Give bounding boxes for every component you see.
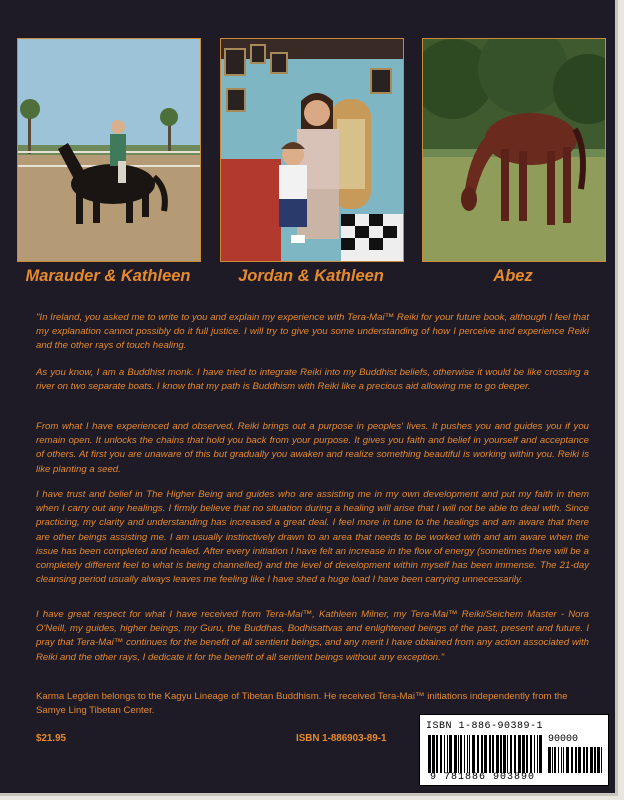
quote-paragraph-3: From what I have experienced and observed, Reiki brings out a purpose in peoples' lives. It pushes you and guides you if you remain open. It unlocks the chains that hold you back from your purpose. It gives you faith and belief in yourself and acceptance of others. At first you are unaware of this but gradually you awaken and realize something beautiful is working within you. Reiki is like planting a seed. xyxy=(36,421,589,475)
author-note: Karma Legden belongs to the Kagyu Lineage of Tibetan Buddhism. He received Tera-Mai™ initiations independently from the Samye Ling Tibetan Center. xyxy=(36,691,568,717)
barcode-price-code: 90000 xyxy=(548,734,579,745)
caption-jordan-kathleen: Jordan & Kathleen xyxy=(238,267,384,285)
caption-marauder-kathleen: Marauder & Kathleen xyxy=(25,267,191,285)
barcode-isbn-line: ISBN 1-886-90389-1 xyxy=(426,721,544,732)
grazing-horse-image xyxy=(423,39,605,261)
caption-abez: Abez xyxy=(493,267,533,285)
quote-paragraph-2: As you know, I am a Buddhist monk. I have tried to integrate Reiki into my Buddhist beliefs, otherwise it would be like crossing a river on two separate boats. I know that my path is Buddhism with Reiki like a precious aid allowing me to go deeper. xyxy=(36,367,589,393)
isbn-label: ISBN 1-886903-89-1 xyxy=(296,733,387,744)
horse-rider-image xyxy=(18,39,200,261)
price-label: $21.95 xyxy=(36,733,66,744)
quote-paragraph-5: I have great respect for what I have received from Tera-Mai™, Kathleen Milner, my Tera-Mai™ Reiki/Seichem Master - Nora O'Neill, my guides, higher beings, my Guru, the Buddhas, Bodhisattvas and enlightened beings of the past, present and future. I pray that Tera-Mai™ continues for the benefit of all sentient beings, and any merit I have obtained from any action associated with Reiki and the other rays, I dedicate it for the benefit of all sentient beings without any exception." xyxy=(36,609,589,663)
quote-paragraph-1: "In Ireland, you asked me to write to you and explain my experience with Tera-Mai™ Reiki for your future book, although I feel that my explanation cannot possibly do it full justice. I will try to give you some understanding of how I perceive and experience Reiki and the other rays of touch healing. xyxy=(36,312,589,352)
photo-jordan-kathleen xyxy=(220,38,404,262)
quote-paragraph-4: I have trust and belief in The Higher Being and guides who are assisting me in my own development and put my faith in them when I carry out any healings. I firmly believe that no situation during a healing will arise that I will not be able to deal with. Since practicing, my clarity and understanding has increased a great deal. I feel more in tune to the healings and am aware that there are other beings assisting me. I am usually instinctively drawn to an area that needs to be worked with and am aware when the issue has been completed and healed. After every initiation I have felt an increase in the flow of energy (sometimes there will be a completely different feel to what is being channelled) and the level of development within myself has been immense. The 21-day cleansing period usually always leaves me feeling like I have shed a huge load I have been carrying unnecessarily. xyxy=(36,489,589,586)
barcode-digits: 9 781886 903890 xyxy=(430,772,536,783)
photo-marauder-kathleen xyxy=(17,38,201,262)
barcode-box xyxy=(419,714,609,786)
barcode-bars xyxy=(428,735,602,773)
photo-abez xyxy=(422,38,606,262)
woman-child-image xyxy=(221,39,403,261)
